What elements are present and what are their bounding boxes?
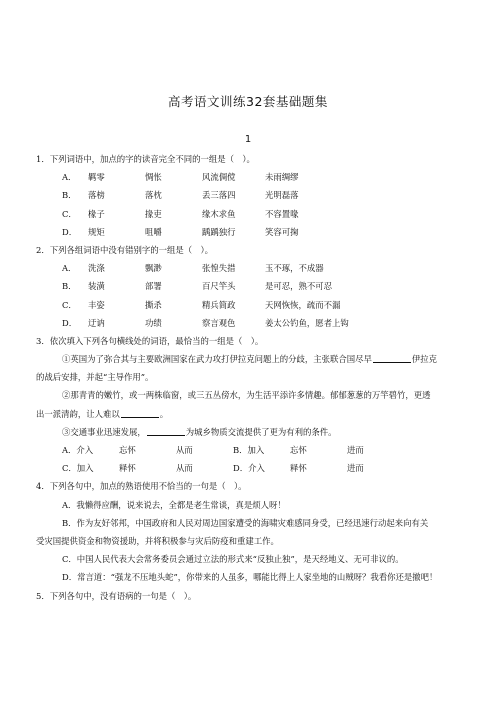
option-word: 缘木求鱼: [202, 208, 236, 219]
fill-blank: [121, 408, 159, 418]
option-word: 天网恢恢，疏而不漏: [265, 299, 341, 310]
q2-option-b: [36, 277, 464, 295]
option-word: 落枕: [145, 190, 162, 201]
option-word: 张惶失措: [202, 263, 236, 274]
option-word: B．加入: [233, 445, 265, 455]
option-word: 光明磊落: [265, 190, 299, 201]
fill-blank: [147, 426, 185, 436]
question-3-stem: 3．依次填入下列各句横线处的词语，最恰当的一组是（ ）。: [36, 335, 264, 346]
q4-option-c: C．中国人民代表大会常务委员会通过立法的形式来“反独止独”，是天经地义、无可非议的。: [62, 554, 404, 565]
option-word: 落榜: [88, 190, 105, 201]
option-word: 惆怅: [145, 172, 162, 183]
option-word: 忘怀: [119, 445, 136, 455]
q3-options-ab: [36, 441, 464, 459]
option-word: 迂讷: [88, 317, 105, 328]
q3-sentence-2-cont: [36, 405, 464, 423]
question-2-stem: 2．下列各组词语中没有错别字的一组是（ ）。: [36, 244, 214, 255]
option-word: 不容置喙: [265, 208, 299, 219]
option-word: 察言观色: [202, 317, 236, 328]
option-word: 进而: [347, 445, 364, 455]
q4-option-b: B．作为友好邻邦，中国政府和人民对周边国家遭受的海啸灾难感同身受，已经迅速行动起来向有关: [62, 517, 429, 528]
option-letter: A．: [62, 172, 77, 183]
sentence-text: ③交通事业迅速发展，: [62, 426, 146, 437]
document-body: [36, 150, 464, 605]
option-word: 撕杀: [145, 299, 162, 310]
option-word: 椽子: [88, 208, 105, 219]
option-word: C．加入: [62, 463, 94, 474]
sentence-text: 为城乡物质交流提供了更为有利的条件。: [185, 426, 337, 437]
option-word: 从而: [176, 445, 193, 455]
option-letter: C．: [62, 299, 77, 310]
option-word: 丰姿: [88, 299, 105, 310]
option-word: 释怀: [119, 463, 136, 474]
option-word: 羁零: [88, 172, 105, 183]
option-letter: B．: [62, 281, 77, 292]
q3-options-cd: [36, 459, 464, 477]
option-letter: D．: [62, 226, 78, 237]
q1-option-b: [36, 186, 464, 204]
question-5-stem: 5．下列各句中，没有语病的一句是（ ）。: [36, 590, 197, 601]
question-1-stem: 1．下列词语中，加点的字的读音完全不同的一组是（ ）。: [36, 154, 255, 164]
q4-option-a: A．我懒得应酬，说来说去，全都是老生常谈，真是烦人呀！: [62, 499, 286, 510]
document-title: 高考语文训练32套基础题集: [168, 94, 328, 109]
q3-sentence-1-cont: 的战后安排，并起“主导作用”。: [36, 372, 154, 383]
option-word: 百尺竿头: [202, 281, 236, 292]
option-word: 功绩: [145, 317, 162, 328]
option-word: 装潢: [88, 281, 105, 292]
q1-option-a: [36, 168, 464, 186]
option-letter: B．: [62, 190, 77, 201]
sentence-text: 。: [159, 408, 169, 419]
sentence-text: 伊拉克: [411, 354, 437, 365]
fill-blank: [373, 353, 411, 363]
q2-option-a: [36, 259, 464, 277]
option-word: 从而: [176, 463, 193, 474]
q1-option-d: [36, 223, 464, 241]
option-word: A．介入: [62, 445, 94, 455]
option-word: 洗涤: [88, 263, 105, 274]
option-word: D．介入: [233, 463, 265, 474]
option-word: 丢三落四: [202, 190, 236, 201]
option-letter: A．: [62, 263, 77, 274]
section-number: 1: [244, 134, 252, 145]
q3-sentence-3: [36, 423, 464, 441]
option-word: 规矩: [88, 226, 105, 237]
option-word: 姜太公钓鱼，愿者上钩: [265, 317, 349, 328]
sentence-text: ①英国为了弥合其与主要欧洲国家在武力攻打伊拉克问题上的分歧，主张联合国尽早: [62, 354, 372, 365]
option-word: 掾吏: [145, 208, 162, 219]
q3-sentence-2: ②那青青的嫩竹，或一两株临窗，或三五丛傍水，为生活平添许多情趣。郁郁葱葱的万竿碧竹，更透: [62, 390, 431, 401]
q4-option-d: D．常言道：“强龙不压地头蛇”，你带来的人虽多，哪能比得上人家坐地的山贼呀？我看你还是撤吧！: [62, 572, 438, 583]
option-word: 风流倜傥: [202, 172, 236, 183]
option-letter: C．: [62, 208, 77, 219]
option-word: 是可忍，熟不可忍: [265, 281, 332, 292]
q2-option-c: [36, 296, 464, 314]
option-word: 笑容可掬: [265, 226, 299, 237]
option-word: 飘渺: [145, 263, 162, 274]
option-word: 精兵简政: [202, 299, 236, 310]
option-letter: D．: [62, 317, 78, 328]
q4-option-b-cont: 受灾国提供资金和物资援助，并将积极参与灾后防疫和重建工作。: [36, 535, 279, 546]
option-word: 释怀: [290, 463, 307, 474]
option-word: 忘怀: [290, 445, 307, 455]
q1-option-c: [36, 205, 464, 223]
option-word: 玉不琢，不成器: [265, 263, 324, 274]
option-word: 进而: [347, 463, 364, 474]
option-word: 部署: [145, 281, 162, 292]
sentence-text: 出一派清韵，让人难以: [36, 408, 120, 419]
option-word: 踽踽独行: [202, 226, 236, 237]
q2-option-d: [36, 314, 464, 332]
question-4-stem: 4．下列各句中，加点的熟语使用不恰当的一句是（ ）。: [36, 481, 247, 492]
q3-sentence-1: [36, 350, 464, 368]
option-word: 未雨绸缪: [265, 172, 299, 183]
option-word: 咀嚼: [145, 226, 162, 237]
